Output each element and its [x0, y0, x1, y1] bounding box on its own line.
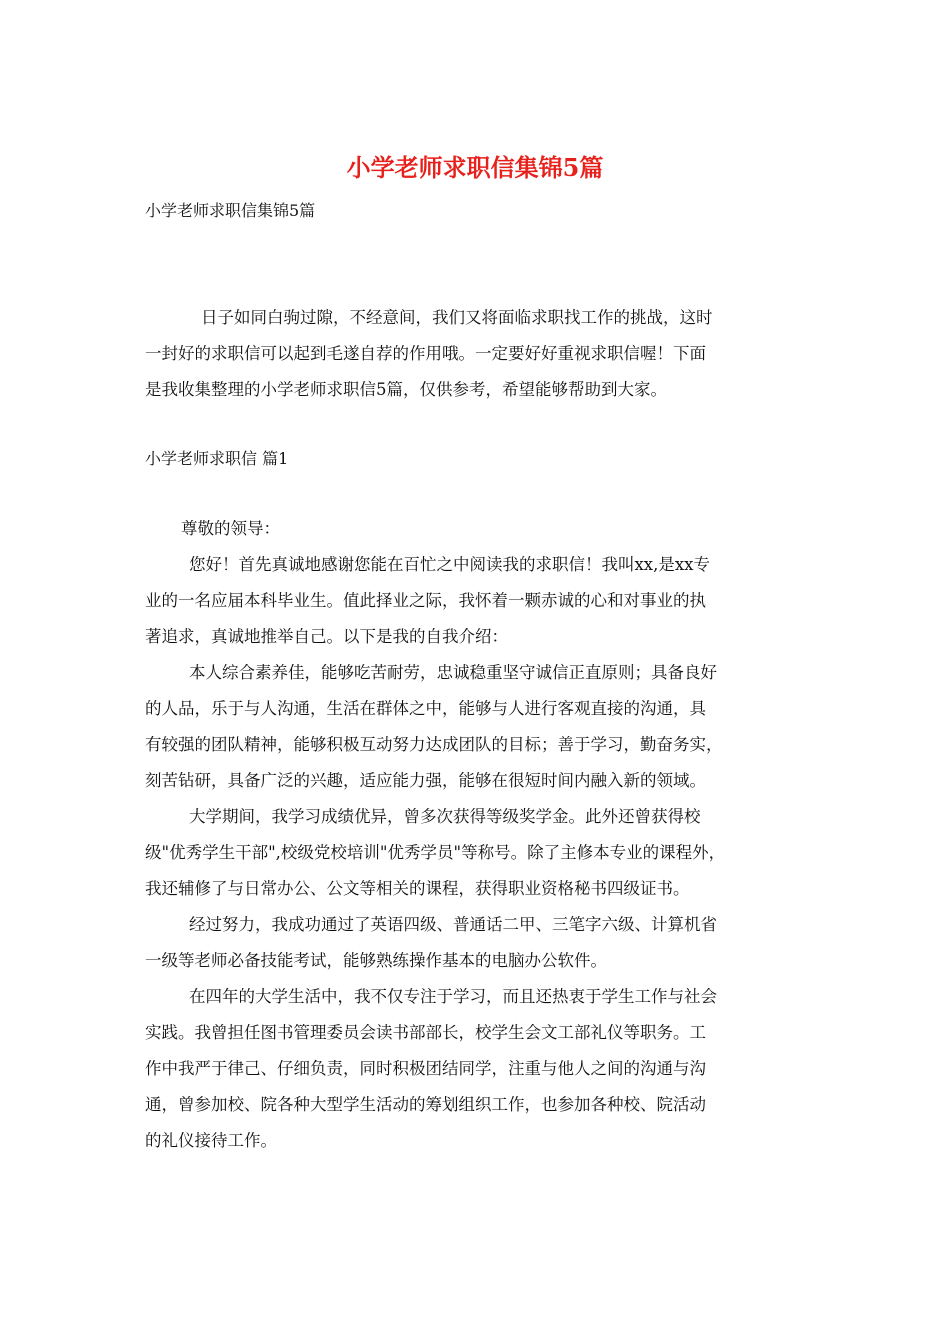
intro-paragraph — [145, 300, 805, 408]
paragraph-line: 我还辅修了与日常办公、公文等相关的课程，获得职业资格秘书四级证书。 — [145, 879, 690, 898]
paragraph-line: 的人品，乐于与人沟通，生活在群体之中，能够与人进行客观直接的沟通，具 — [145, 699, 706, 718]
paragraph-line: 著追求，真诚地推举自己。以下是我的自我介绍： — [145, 627, 508, 646]
paragraph-line: 的礼仪接待工作。 — [145, 1131, 277, 1150]
intro-line: 是我收集整理的小学老师求职信5篇，仅供参考，希望能够帮助到大家。 — [145, 380, 667, 399]
paragraph-line: 实践。我曾担任图书管理委员会读书部部长，校学生会文工部礼仪等职务。工 — [145, 1023, 706, 1042]
letter-body — [145, 511, 815, 1159]
document-subtitle: 小学老师求职信集锦5篇 — [145, 201, 316, 220]
paragraph-line: 一级等老师必备技能考试，能够熟练操作基本的电脑办公软件。 — [145, 951, 607, 970]
page-title: 小学老师求职信集锦5篇 — [346, 153, 604, 182]
paragraph-line: 您好！首先真诚地感谢您能在百忙之中阅读我的求职信！我叫xx,是xx专 — [189, 555, 710, 574]
paragraph-line: 刻苦钻研，具备广泛的兴趣，适应能力强，能够在很短时间内融入新的领域。 — [145, 771, 706, 790]
paragraph-line: 经过努力，我成功通过了英语四级、普通话二甲、三笔字六级、计算机省 — [189, 915, 717, 934]
paragraph-line: 大学期间，我学习成绩优异，曾多次获得等级奖学金。此外还曾获得校 — [189, 807, 701, 826]
paragraph-line: 作中我严于律己、仔细负责，同时积极团结同学，注重与他人之间的沟通与沟 — [145, 1059, 706, 1078]
intro-line: 日子如同白驹过隙，不经意间，我们又将面临求职找工作的挑战，这时 — [201, 308, 713, 327]
paragraph-line: 业的一名应届本科毕业生。值此择业之际，我怀着一颗赤诚的心和对事业的执 — [145, 591, 706, 610]
paragraph-line: 通，曾参加校、院各种大型学生活动的筹划组织工作，也参加各种校、院活动 — [145, 1095, 706, 1114]
paragraph-line: 在四年的大学生活中，我不仅专注于学习，而且还热衷于学生工作与社会 — [189, 987, 717, 1006]
paragraph-line: 级"优秀学生干部",校级党校培训"优秀学员"等称号。除了主修本专业的课程外， — [145, 843, 726, 862]
section-heading: 小学老师求职信 篇1 — [145, 449, 289, 468]
intro-line: 一封好的求职信可以起到毛遂自荐的作用哦。一定要好好重视求职信喔！下面 — [145, 344, 706, 363]
paragraph-line: 有较强的团队精神，能够积极互动努力达成团队的目标；善于学习，勤奋务实， — [145, 735, 723, 754]
paragraph-line: 本人综合素养佳，能够吃苦耐劳，忠诚稳重坚守诚信正直原则；具备良好 — [189, 663, 717, 682]
salutation: 尊敬的领导： — [181, 519, 280, 538]
